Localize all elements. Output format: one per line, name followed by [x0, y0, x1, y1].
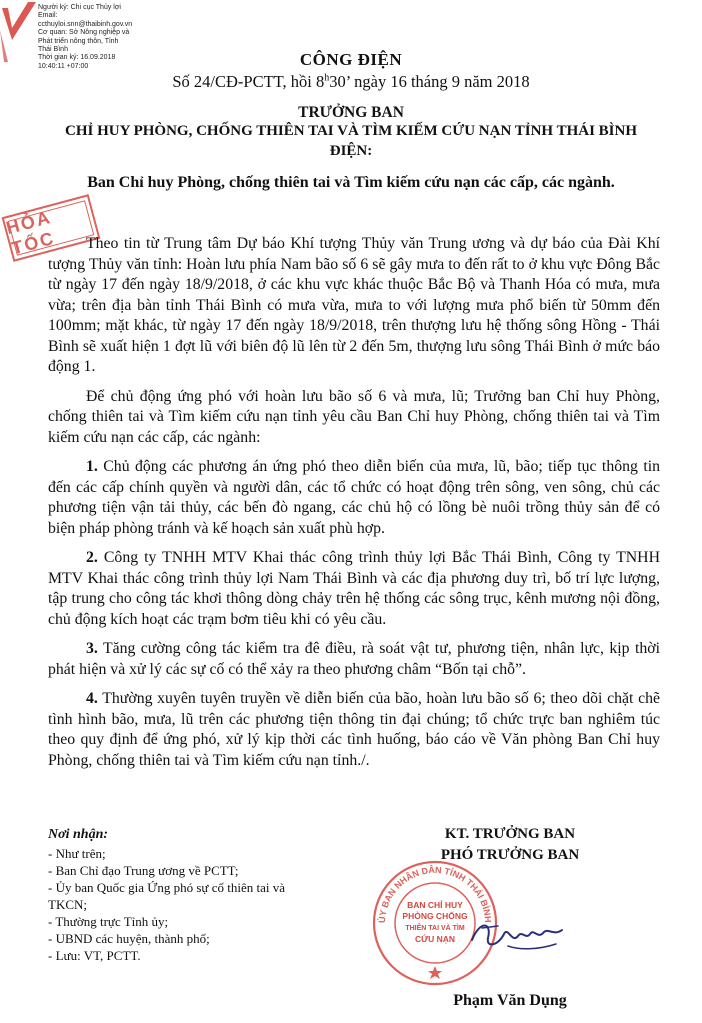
sig-line: Người ký: Chi cục Thủy lợi [38, 4, 121, 11]
sig-line: Phát triển nông thôn, Tỉnh [38, 37, 119, 45]
item-number: 3. [86, 640, 98, 657]
receiver-item: - Lưu: VT, PCTT. [48, 948, 141, 963]
item-text: Chủ động các phương án ứng phó theo diễn biến của mưa, lũ, bão; tiếp tục thông tin đến các cấp chính quyền và người dân, các tổ chức có hoạt động trên sông, ven sông, chủ các phương tiện vận tải thủy, các bến đò ngang, các chủ hộ có lồng bè nuôi trồng thủy sản để có biện pháp phòng tránh và kế hoạch sản xuất phù hợp. [48, 458, 660, 537]
receiver-item: - Ủy ban Quốc gia Ứng phó sự cố thiên tai và [48, 880, 285, 895]
signer-role-deputy: PHÓ TRƯỞNG BAN [440, 847, 580, 863]
item-number: 4. [86, 690, 98, 707]
recipient-line: Ban Chỉ huy Phòng, chống thiên tai và Tìm kiếm cứu nạn các cấp, các ngành. [87, 174, 615, 191]
document-number [0, 72, 702, 92]
urgent-stamp: HỎA TỐC [2, 194, 101, 262]
sig-line: Email: [38, 12, 58, 20]
sig-line: Thời gian ký: 16.09.2018 [38, 54, 116, 62]
item-text: Công ty TNHH MTV Khai thác công trình thủy lợi Bắc Thái Bình, Công ty TNHH MTV Khai thác công trình thủy lợi Nam Thái Bình và các địa phương duy trì, bố trí lực lượng, tập trung cho công tác khơi thông dòng chảy trên hệ thống các sông trục, kênh mương nội đồng, chủ động kích hoạt các trạm bơm tiêu khi có yêu cầu. [48, 549, 660, 628]
handwritten-signature-icon [468, 910, 568, 960]
item-text: Thường xuyên tuyên truyền về diễn biến của bão, hoàn lưu bão số 6; theo dõi chặt chẽ tình hình bão, mưa, lũ trên các phương tiện thông tin đại chúng; tổ chức trực ban nghiêm túc theo quy định để ứng phó, xử lý kịp thời các tình huống, báo cáo về Văn phòng Ban Chỉ huy Phòng, chống thiên tai và Tìm kiếm cứu nạn tỉnh./. [48, 690, 660, 769]
issuer-org: CHỈ HUY PHÒNG, CHỐNG THIÊN TAI VÀ TÌM KIẾM CỨU NẠN TỈNH THÁI BÌNH [64, 123, 638, 139]
receivers-heading: Nơi nhận: [48, 827, 109, 842]
list-item [48, 639, 660, 680]
dien-label: ĐIỆN: [329, 143, 373, 159]
issuer-title: TRƯỞNG BAN [298, 104, 404, 121]
receiver-item: - Thường trực Tỉnh ủy; [48, 914, 169, 929]
sig-line: ccthuyloi.snn@thaibinh.gov.vn [38, 20, 133, 28]
signer-role-acting: KT. TRƯỞNG BAN [444, 826, 576, 842]
item-number: 2. [86, 549, 98, 566]
paragraph-intro: Theo tin từ Trung tâm Dự báo Khí tượng Thủy văn Trung ương và dự báo của Đài Khí tượng Thủy văn tỉnh: Hoàn lưu phía Nam bão số 6 sẽ gây mưa to đến rất to ở khu vực Đông Bắc từ ngày 17 đến ngày 18/9/2018, ở các khu vực khác thuộc Bắc Bộ và Thanh Hóa có mưa, mưa vừa; trên địa bàn tỉnh Thái Bình có mưa vừa, mưa to với lượng mưa phổ biến từ 50mm đến 100mm; mặt khác, từ ngày 17 đến ngày 18/9/2018, trên thượng lưu hệ thống sông Hồng - Thái Bình sẽ xuất hiện 1 đợt lũ với biên độ lũ lên từ 2 đến 5m, thượng lưu sông Thái Bình ở mức báo động 1. [48, 235, 660, 375]
number-suffix: 30’ ngày 16 tháng 9 năm 2018 [329, 72, 530, 91]
document-body [48, 234, 660, 780]
item-number: 1. [86, 458, 98, 475]
seal-center-line: CỨU NẠN [414, 934, 456, 944]
list-item [48, 457, 660, 539]
seal-center-line: BAN CHỈ HUY [407, 900, 463, 910]
signer-name: Phạm Văn Dụng [453, 992, 567, 1009]
receiver-item: - UBND các huyện, thành phố; [48, 931, 210, 946]
hour-superscript: h [324, 72, 330, 84]
seal-center-line: THIÊN TAI VÀ TÌM [405, 925, 465, 932]
receiver-item: - Như trên; [48, 846, 106, 861]
receivers-block [48, 826, 328, 964]
sig-line: Cơ quan: Sở Nông nghiệp và [38, 29, 130, 37]
sig-line: Thái Bình [38, 46, 68, 54]
number-prefix: Số 24/CĐ-PCTT, hồi 8 [172, 72, 325, 91]
receiver-item: - Ban Chỉ đạo Trung ương về PCTT; [48, 863, 239, 878]
paragraph-request: Để chủ động ứng phó với hoàn lưu bão số 6 và mưa, lũ; Trưởng ban Chỉ huy Phòng, chống thiên tai và Tìm kiếm cứu nạn tỉnh yêu cầu Ban Chỉ huy Phòng, chống thiên tai và Tìm kiếm cứu nạn các cấp, các ngành: [48, 387, 660, 446]
sig-line: 10:40:11 +07:00 [38, 62, 89, 70]
item-text: Tăng cường công tác kiểm tra đê điều, rà soát vật tư, phương tiện, nhân lực, kịp thời phát hiện và xử lý các sự cố có thể xảy ra theo phương châm “Bốn tại chỗ”. [48, 640, 660, 678]
seal-ring-text: ỦY BAN NHÂN DÂN TỈNH THÁI BÌNH [376, 864, 494, 924]
receiver-item: TKCN; [48, 897, 87, 912]
list-item [48, 548, 660, 630]
list-item [48, 689, 660, 771]
document-type: CÔNG ĐIỆN [299, 50, 403, 69]
seal-center-line: PHÒNG CHỐNG [402, 911, 468, 921]
